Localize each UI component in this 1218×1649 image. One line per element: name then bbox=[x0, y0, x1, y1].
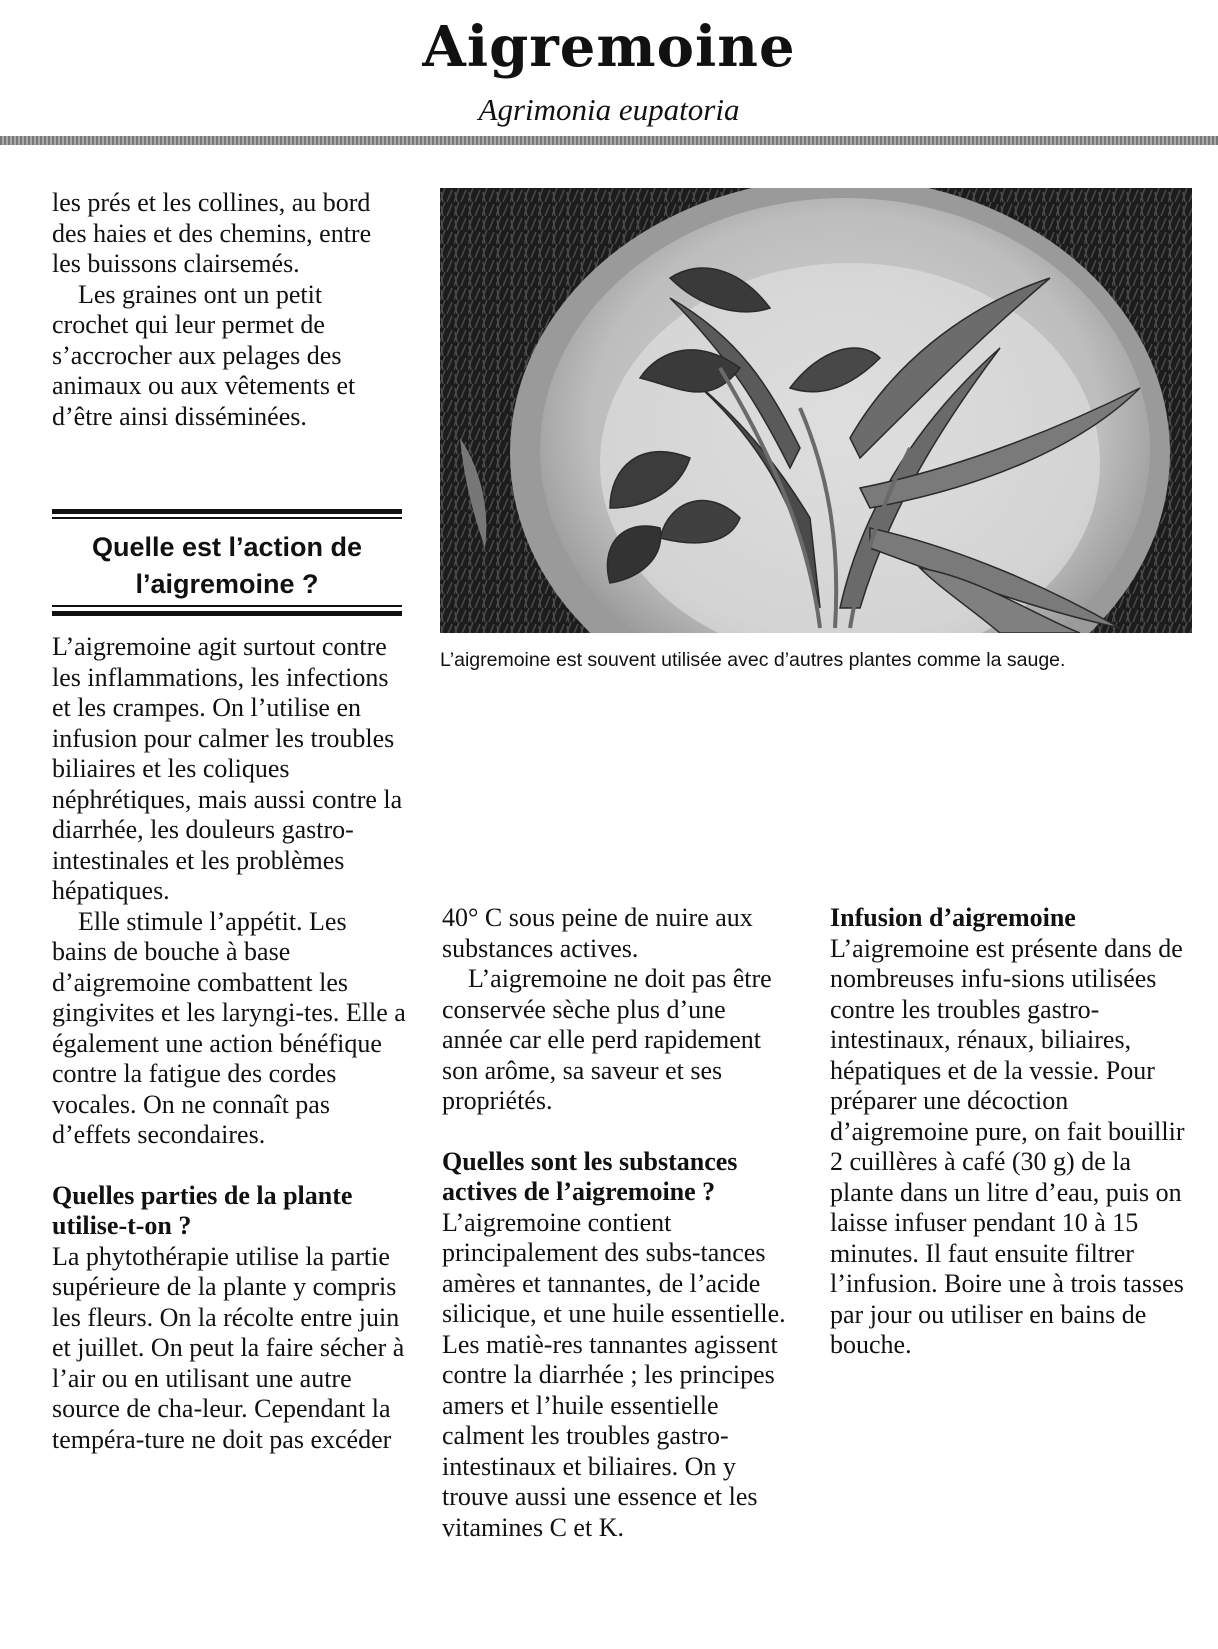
substances-paragraph: L’aigremoine contient principalement des subs-tances amères et tannantes, de l’acide silicique, et une huile essentielle. Les matiè-res tannantes agissent contre la diarrhée ; les principes amers et l’huile essentielle calment les troubles gastro-intestinaux et biliaires. On y trouve aussi une essence et les vitamines C et K. bbox=[442, 1207, 786, 1542]
action-heading-line: l’aigremoine ? bbox=[135, 569, 319, 599]
column-3 bbox=[830, 903, 1190, 1361]
parts-heading: Quelles parties de la plante utilise-t-on ? bbox=[52, 1180, 353, 1240]
continuation-paragraph: 40° C sous peine de nuire aux substances actives. bbox=[442, 903, 753, 963]
intro-paragraph: Les graines ont un petit crochet qui leur permet de s’accrocher aux pelages des animaux ou aux vêtements et d’être ainsi disséminées. bbox=[52, 279, 356, 431]
action-heading-line: Quelle est l’action de bbox=[91, 532, 363, 562]
column-2 bbox=[442, 903, 792, 1543]
section-rule-top bbox=[52, 509, 402, 514]
infusion-heading: Infusion d’aigremoine bbox=[830, 903, 1076, 932]
plant-photo bbox=[440, 188, 1192, 633]
section-rule-bottom-thin bbox=[52, 605, 402, 607]
intro-text bbox=[52, 188, 402, 432]
action-paragraph: Elle stimule l’appétit. Les bains de bouche à base d’aigremoine combattent les gingivites et les laryngi-tes. Elle a également une action bénéfique contre la fatigue des cordes vocales. On ne connaît pas d’effets secondaires. bbox=[52, 906, 406, 1149]
infusion-paragraph: L’aigremoine est présente dans de nombreuses infu-sions utilisées contre les troubles gastro-intestinaux, rénaux, biliaires, hépatiques et de la vessie. Pour préparer une décoction d’aigremoine pure, on fait bouillir 2 cuillères à café (30 g) de la plante dans un litre d’eau, puis on laisse infuser pendant 10 à 15 minutes. Il faut ensuite filtrer l’infusion. Boire une à trois tasses par jour ou utiliser en bains de bouche. bbox=[830, 933, 1185, 1359]
photo-caption: L’aigremoine est souvent utilisée avec d’autres plantes comme la sauge. bbox=[440, 649, 1066, 671]
substances-heading: Quelles sont les substances actives de l’aigremoine ? bbox=[442, 1146, 738, 1206]
parts-paragraph: La phytothérapie utilise la partie supérieure de la plante y compris les fleurs. On la récolte entre juin et juillet. On peut la faire sécher à l’air ou en utilisant une autre source de cha-leur. Cependant la tempéra-ture ne doit pas excéder bbox=[52, 1241, 405, 1454]
section-rule-bottom bbox=[52, 611, 402, 616]
latin-name-subtitle: Agrimonia eupatoria bbox=[478, 92, 740, 127]
intro-paragraph: les prés et les collines, au bord des haies et des chemins, entre les buissons clairsemés. bbox=[52, 188, 372, 278]
storage-paragraph: L’aigremoine ne doit pas être conservée sèche plus d’une année car elle perd rapidement son arôme, sa saveur et ses propriétés. bbox=[442, 964, 772, 1115]
column-1 bbox=[52, 632, 407, 1455]
header-divider bbox=[0, 136, 1218, 145]
action-section-heading bbox=[52, 529, 402, 603]
page-title: Aigremoine bbox=[422, 14, 796, 80]
section-rule-top-thin bbox=[52, 517, 402, 519]
action-paragraph: L’aigremoine agit surtout contre les inflammations, les infections et les crampes. On l’utilise en infusion pour calmer les troubles biliaires et les coliques néphrétiques, mais aussi contre la diarrhée, les douleurs gastro-intestinales et les problèmes hépatiques. bbox=[52, 632, 403, 905]
